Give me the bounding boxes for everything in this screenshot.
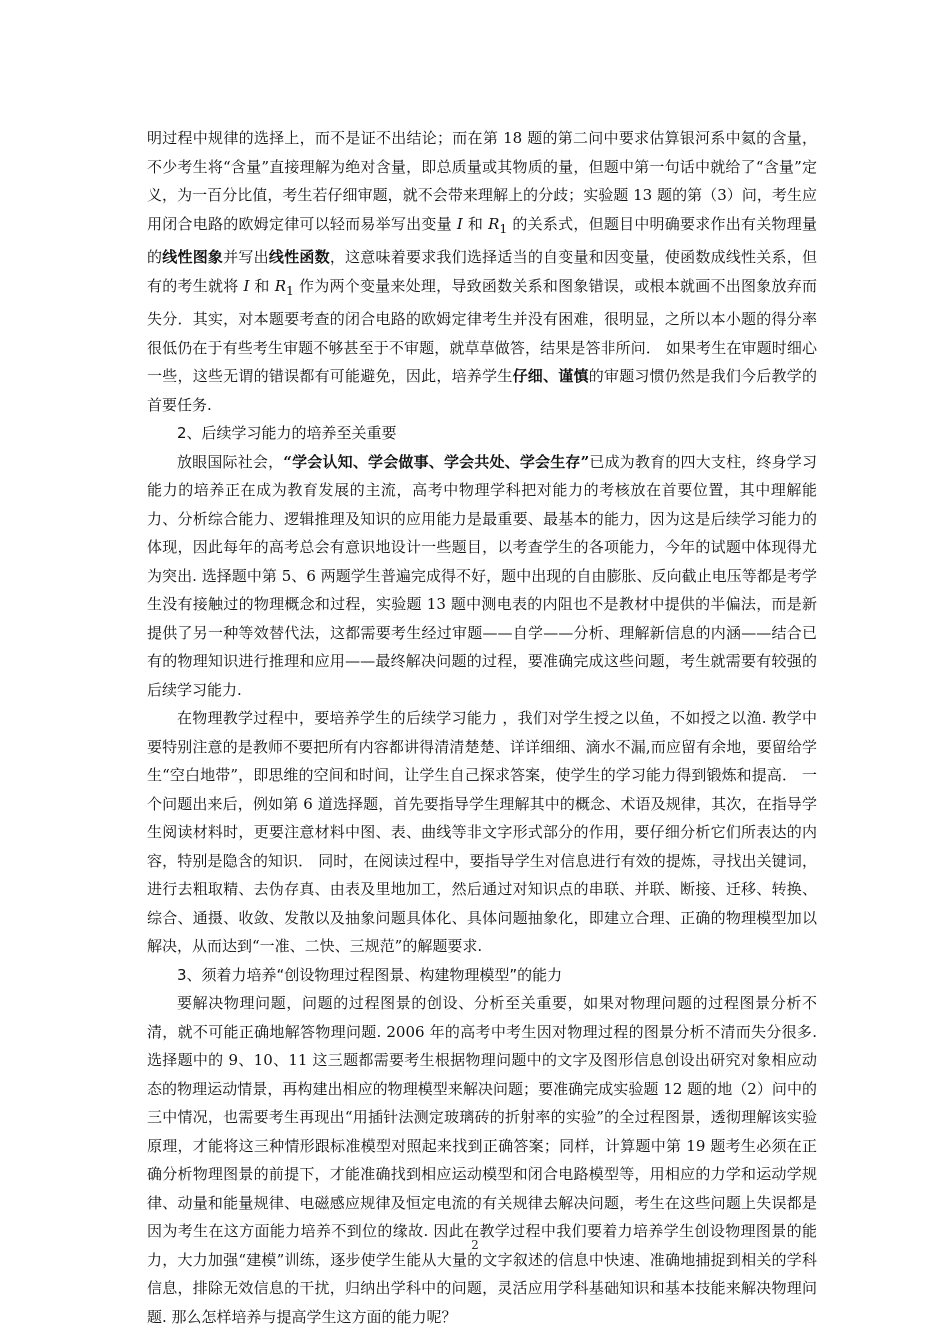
section-heading-3: 3、须着力培养“创设物理过程图景、构建物理模型”的能力: [177, 965, 563, 984]
page-number: 2: [471, 1238, 479, 1252]
paragraph-1-text: ，这意味着要求我们选择适当的自变量和因变量，使函数成线性关系，但有的考生就将: [147, 248, 817, 295]
paragraph-4: 要解决物理问题，问题的过程图景的创设、分析至关重要，如果对物理问题的过程图景分析不清，就不可能正确地解答物理问题. 2006 年的高考中考生因对物理过程的图景分析不清而失分很多. 选择题中的 9、10、11 这三题都需要考生根据物理问题中的文字及图形信息创设出研究对象相应动态的物理运动情景，再构建出相应的物理模型来解决问题；要准确完成实验题 12 题的地（2）问中的三中情况，也需要考生再现出“用插针法测定玻璃砖的折射率的实验”的全过程图景，透彻理解该实验原理，才能将这三种情形跟标准模型对照起来找到正确答案；同样，计算题中第 19 题考生必须在正确分析物理图景的前提下，才能准确找到相应运动模型和闭合电路模型等，用相应的力学和运动学规律、动量和能量规律、电磁感应规律及恒定电流的有关规律去解决问题，考生在这些问题上失误都是因为考生在这方面能力培养不到位的缘故. 因此在教学过程中我们要着力培养学生创设物理图景的能力，大力加强“建模”训练，逐步使学生能从大量的文字叙述的信息中快速、准确地捕捉到相关的学科信息，排除无效信息的干扰，归纳出学科中的问题，灵活应用学科基础知识和基本技能来解决物理问题. 那么怎样培养与提高学生这方面的能力呢？: [147, 994, 817, 1326]
paragraph-1: [147, 124, 817, 419]
variable-r: R: [274, 276, 286, 295]
paragraph-1-text: 的审题习惯仍然是我们今后教学的首要任务.: [147, 367, 817, 414]
paragraph-1-text: 作为两个变量来处理，导致函数关系和图象错误，或根本就画不出图象放弃而失分．其实，对本题要考查的闭合电路的欧姆定律考生并没有困难，很明显，之所以本小题的得分率很低仍在于有些考生审题不够甚至于不审题，就草草做答，结果是答非所问． 如果考生在审题时细心一些，这些无谓的错误都有可能避免，因此，培养学生: [147, 276, 817, 385]
paragraph-1-text: 并写出: [223, 248, 269, 266]
paragraph-1-text: 的关系式，但题目中明确要求作出有关物理量的: [147, 214, 817, 266]
paragraph-2-text: 已成为教育的四大支柱，终身学习能力的培养正在成为教育发展的主流，高考中物理学科把对能力的考核放在首要位置，其中理解能力、分析综合能力、逻辑推理及知识的应用能力是最重要、最基本的能力，因为这是后续学习能力的体现，因此每年的高考总会有意识地设计一些题目，以考查学生的各项能力，今年的试题中体现得尤为突出. 选择题中第 5、6 两题学生普遍完成得不好，题中出现的自由膨胀、反向截止电压等都是考学生没有接触过的物理概念和过程，实验题 13 题中测电表的内阻也不是教材中提供的半偏法，而是新提供了另一种等效替代法，这都需要考生经过审题——自学——分析、理解新信息的内涵——结合已有的物理知识进行推理和应用——最终解决问题的过程，要准确完成这些问题，考生就需要有较强的后续学习能力.: [147, 452, 817, 699]
variable-i: I: [243, 276, 250, 295]
paragraph-3: 在物理教学过程中，要培养学生的后续学习能力 ，我们对学生授之以鱼，不如授之以渔. 教学中要特别注意的是教师不要把所有内容都讲得清清楚楚、详详细细、滴水不漏,而应留有余地，要留给学生“空白地带”，即思维的空间和时间，让学生自己探求答案，使学生的学习能力得到锻炼和提高． 一个问题出来后，例如第 6 道选择题，首先要指导学生理解其中的概念、术语及规律，其次，在指导学生阅读材料时，更要注意材料中图、表、曲线等非文字形式部分的作用，要仔细分析它们所表达的内容，特别是隐含的知识． 同时，在阅读过程中，要指导学生对信息进行有效的提炼，寻找出关键词，进行去粗取精、去伪存真、由表及里地加工，然后通过对知识点的串联、并联、断接、迁移、转换、综合、通摄、收敛、发散以及抽象问题具体化、具体问题抽象化，即建立合理、正确的物理模型加以解决，从而达到“一准、二快、三规范”的解题要求.: [147, 709, 817, 955]
variable-r: R: [488, 214, 500, 233]
emphasis-linear-graph: 线性图象: [162, 248, 224, 266]
paragraph-2-text: 放眼国际社会，: [177, 452, 284, 471]
variable-i: I: [456, 214, 463, 233]
subscript: 1: [286, 282, 294, 298]
emphasis-four-pillars: “学会认知、学会做事、学会共处、学会生存”: [283, 452, 590, 471]
subscript: 1: [499, 220, 508, 236]
section-heading-2: 2、后续学习能力的培养至关重要: [177, 424, 397, 442]
emphasis-linear-function: 线性函数: [268, 248, 330, 266]
paragraph-1-text: 和: [462, 214, 489, 233]
emphasis-careful: 仔细、谨慎: [512, 367, 589, 385]
paragraph-1-text: 和: [249, 276, 275, 295]
page-content: [147, 124, 817, 1331]
paragraph-2: [147, 448, 817, 705]
paragraph-1-text: 明过程中规律的选择上，而不是证不出结论；而在第 18 题的第二问中要求估算银河系中氦的含量，不少考生将“含量”直接理解为绝对含量，即总质量或其物质的量，但题中第一句话中就给了“含量”定义，为一百分比值，考生若仔细审题，就不会带来理解上的分歧；实验题 13 题的第（3）问，考生应用闭合电路的欧姆定律可以轻而易举写出变量: [147, 129, 817, 233]
